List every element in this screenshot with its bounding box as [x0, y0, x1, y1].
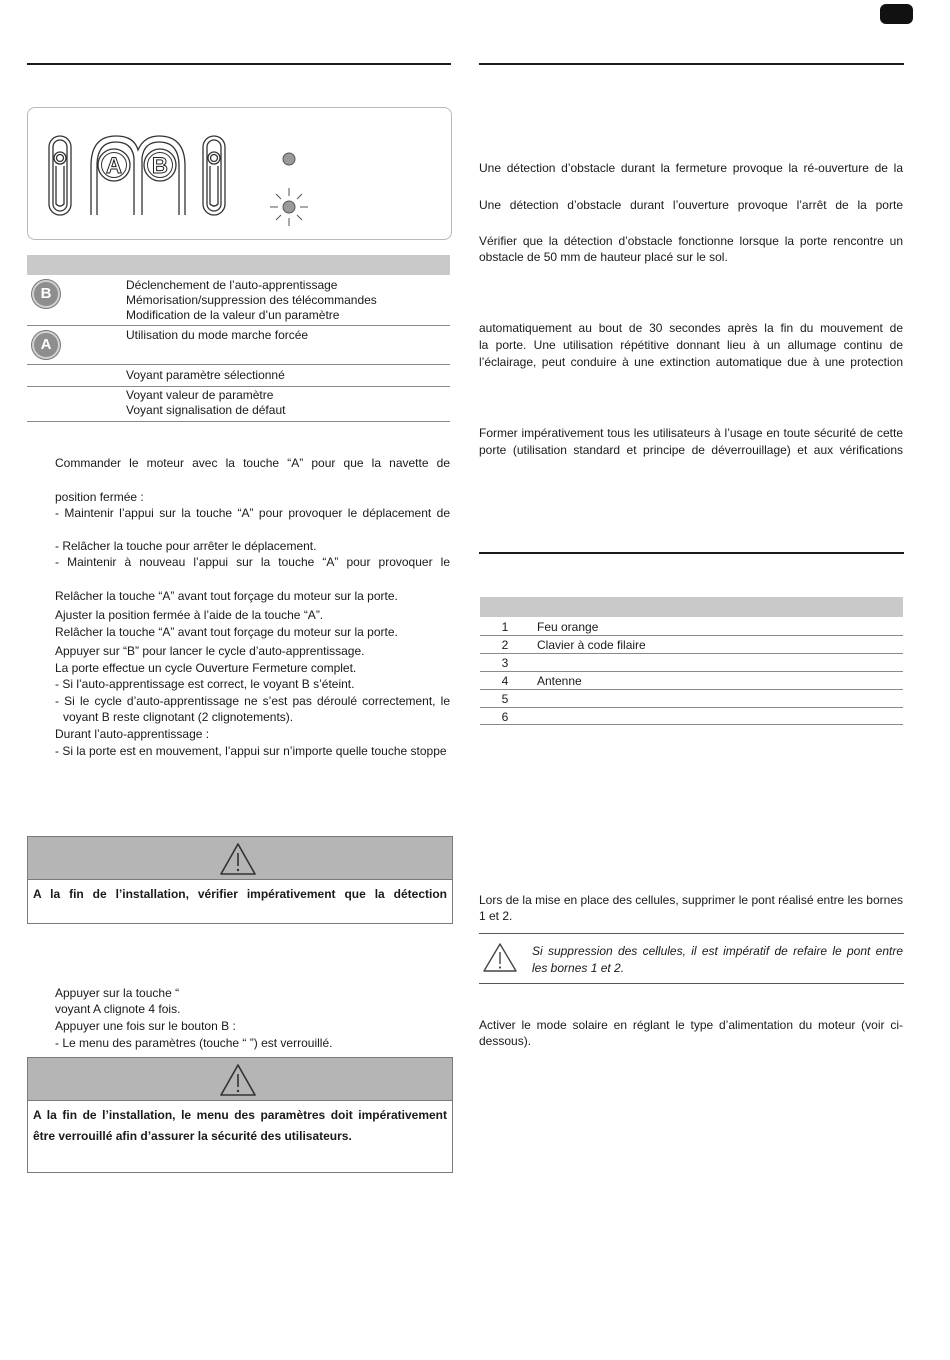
warning-text-line-2: être verrouillé afin d’assurer la sécurité des utilisateurs.	[33, 1129, 352, 1143]
procedure-text: Commander le moteur avec la touche “A” pour que la navette de	[55, 456, 450, 470]
lock-text: voyant A clignote 4 fois.	[55, 1002, 181, 1016]
table-divider	[480, 689, 903, 690]
procedure-text: Appuyer sur “B” pour lancer le cycle d’auto-apprentissage.	[55, 644, 365, 658]
accessory-label: Clavier à code filaire	[537, 638, 646, 652]
lighting-text: automatiquement au bout de 30 secondes après la fin du mouvement de	[479, 321, 903, 335]
key-a-icon: A	[32, 331, 60, 359]
procedure-text: La porte effectue un cycle Ouverture Fermeture complet.	[55, 661, 357, 675]
cells-text: Lors de la mise en place des cellules, supprimer le pont réalisé entre les bornes	[479, 893, 903, 907]
solar-text: Activer le mode solaire en réglant le type d’alimentation du moteur (voir ci-	[479, 1018, 903, 1032]
accessory-number: 3	[501, 656, 509, 670]
obstacle-text: obstacle de 50 mm de hauteur placé sur le sol.	[479, 250, 728, 264]
accessories-table-header	[480, 597, 903, 617]
keys-row-2-line-1: Utilisation du mode marche forcée	[126, 328, 309, 342]
warning-text-line-1: A la fin de l’installation, le menu des paramètres doit impérativement	[33, 1108, 447, 1122]
button-b-icon	[144, 149, 176, 181]
language-badge	[880, 4, 913, 24]
table-divider	[27, 364, 450, 365]
solar-text: dessous).	[479, 1034, 532, 1048]
warning-triangle-icon	[218, 1062, 258, 1098]
accessory-number: 2	[501, 638, 509, 652]
accessory-number: 1	[501, 620, 509, 634]
led-steady-icon	[283, 153, 295, 165]
obstacle-text: Vérifier que la détection d’obstacle fonctionne lorsque la porte rencontre un	[479, 234, 903, 248]
lock-text: Appuyer une fois sur le bouton B :	[55, 1019, 236, 1033]
svg-text:A: A	[106, 153, 122, 178]
accessory-number: 6	[501, 710, 509, 724]
accessory-label: Feu orange	[537, 620, 599, 634]
led-blinking-icon	[270, 188, 308, 226]
note-top-rule	[479, 933, 904, 934]
keys-row-4-line-1: Voyant valeur de paramètre	[126, 388, 274, 402]
procedure-text: Ajuster la position fermée à l’aide de la touche “A”.	[55, 608, 324, 622]
table-divider	[480, 707, 903, 708]
lighting-text: la porte. Une utilisation répétitive donnant lieu à un allumage continu de	[479, 338, 903, 352]
cells-text: 1 et 2.	[479, 909, 513, 923]
key-b-icon: B	[32, 280, 60, 308]
accessory-number: 4	[501, 674, 509, 688]
svg-text:B: B	[152, 153, 168, 178]
keys-row-4-line-2: Voyant signalisation de défaut	[126, 403, 286, 417]
keys-table-header	[27, 255, 450, 275]
obstacle-text: Une détection d’obstacle durant l’ouverture provoque l’arrêt de la porte	[479, 198, 903, 212]
lighting-text: l’éclairage, peut conduire à une extinction automatique due à une protection	[479, 355, 903, 369]
right-header-rule	[479, 63, 904, 65]
warning-box-menu-lock	[27, 1057, 453, 1173]
procedure-text: - Si le cycle d’auto-apprentissage ne s’est pas déroulé correctement, le	[55, 694, 450, 708]
left-header-rule	[27, 63, 451, 65]
table-divider	[27, 325, 450, 326]
procedure-text: - Maintenir à nouveau l’appui sur la touche “A” pour provoquer le	[55, 555, 450, 569]
accessory-label: Antenne	[537, 674, 582, 688]
note-bottom-rule	[479, 983, 904, 984]
procedure-text: Durant l’auto-apprentissage :	[55, 727, 210, 741]
table-divider	[27, 386, 450, 387]
right-handle-icon	[203, 136, 225, 215]
keys-row-3-line-1: Voyant paramètre sélectionné	[126, 368, 285, 382]
table-divider	[480, 653, 903, 654]
warning-box-installation	[27, 836, 453, 924]
cells-note-text: Si suppression des cellules, il est impératif de refaire le pont entre	[532, 944, 903, 958]
lock-text: Appuyer sur la touche “	[55, 986, 180, 1000]
procedure-text: - Maintenir l’appui sur la touche “A” pour provoquer le déplacement de	[55, 506, 450, 520]
keys-row-1-line-1: Déclenchement de l’auto-apprentissage	[126, 278, 338, 292]
cells-note-text: les bornes 1 et 2.	[532, 961, 625, 975]
keys-row-1-line-2: Mémorisation/suppression des télécommandes	[126, 293, 377, 307]
button-a-icon	[98, 149, 130, 181]
warning-text: A la fin de l’installation, vérifier impérativement que la détection	[33, 887, 447, 901]
accessory-number: 5	[501, 692, 509, 706]
procedure-text: - Si la porte est en mouvement, l’appui sur n’importe quelle touche stoppe	[55, 744, 447, 758]
keys-row-1-line-3: Modification de la valeur d’un paramètre	[126, 308, 340, 322]
procedure-text: - Si l’auto-apprentissage est correct, le voyant B s’éteint.	[55, 677, 355, 691]
warning-header	[28, 1058, 452, 1101]
procedure-text: voyant B reste clignotant (2 clignotements).	[63, 710, 294, 724]
procedure-text: Relâcher la touche “A” avant tout forçage du moteur sur la porte.	[55, 625, 398, 639]
procedure-text: Relâcher la touche “A” avant tout forçage du moteur sur la porte.	[55, 589, 398, 603]
warning-triangle-icon	[218, 841, 258, 877]
section-rule	[479, 552, 904, 554]
table-divider	[480, 724, 903, 725]
procedure-text: - Relâcher la touche pour arrêter le déplacement.	[55, 539, 317, 553]
obstacle-text: Une détection d’obstacle durant la fermeture provoque la ré-ouverture de la	[479, 161, 903, 175]
table-divider	[27, 421, 450, 422]
left-handle-icon	[49, 136, 71, 215]
procedure-text: position fermée :	[55, 490, 144, 504]
training-text: Former impérativement tous les utilisateurs à l’usage en toute sécurité de cette	[479, 426, 903, 440]
control-panel-drawing	[28, 108, 451, 239]
lock-text: - Le menu des paramètres (touche “ ”) est verrouillé.	[55, 1036, 333, 1050]
warning-header	[28, 837, 452, 880]
control-panel-illustration	[27, 107, 452, 240]
note-warning-icon	[482, 942, 518, 974]
training-text: porte (utilisation standard et principe de déverrouillage) et aux vérifications	[479, 443, 903, 457]
